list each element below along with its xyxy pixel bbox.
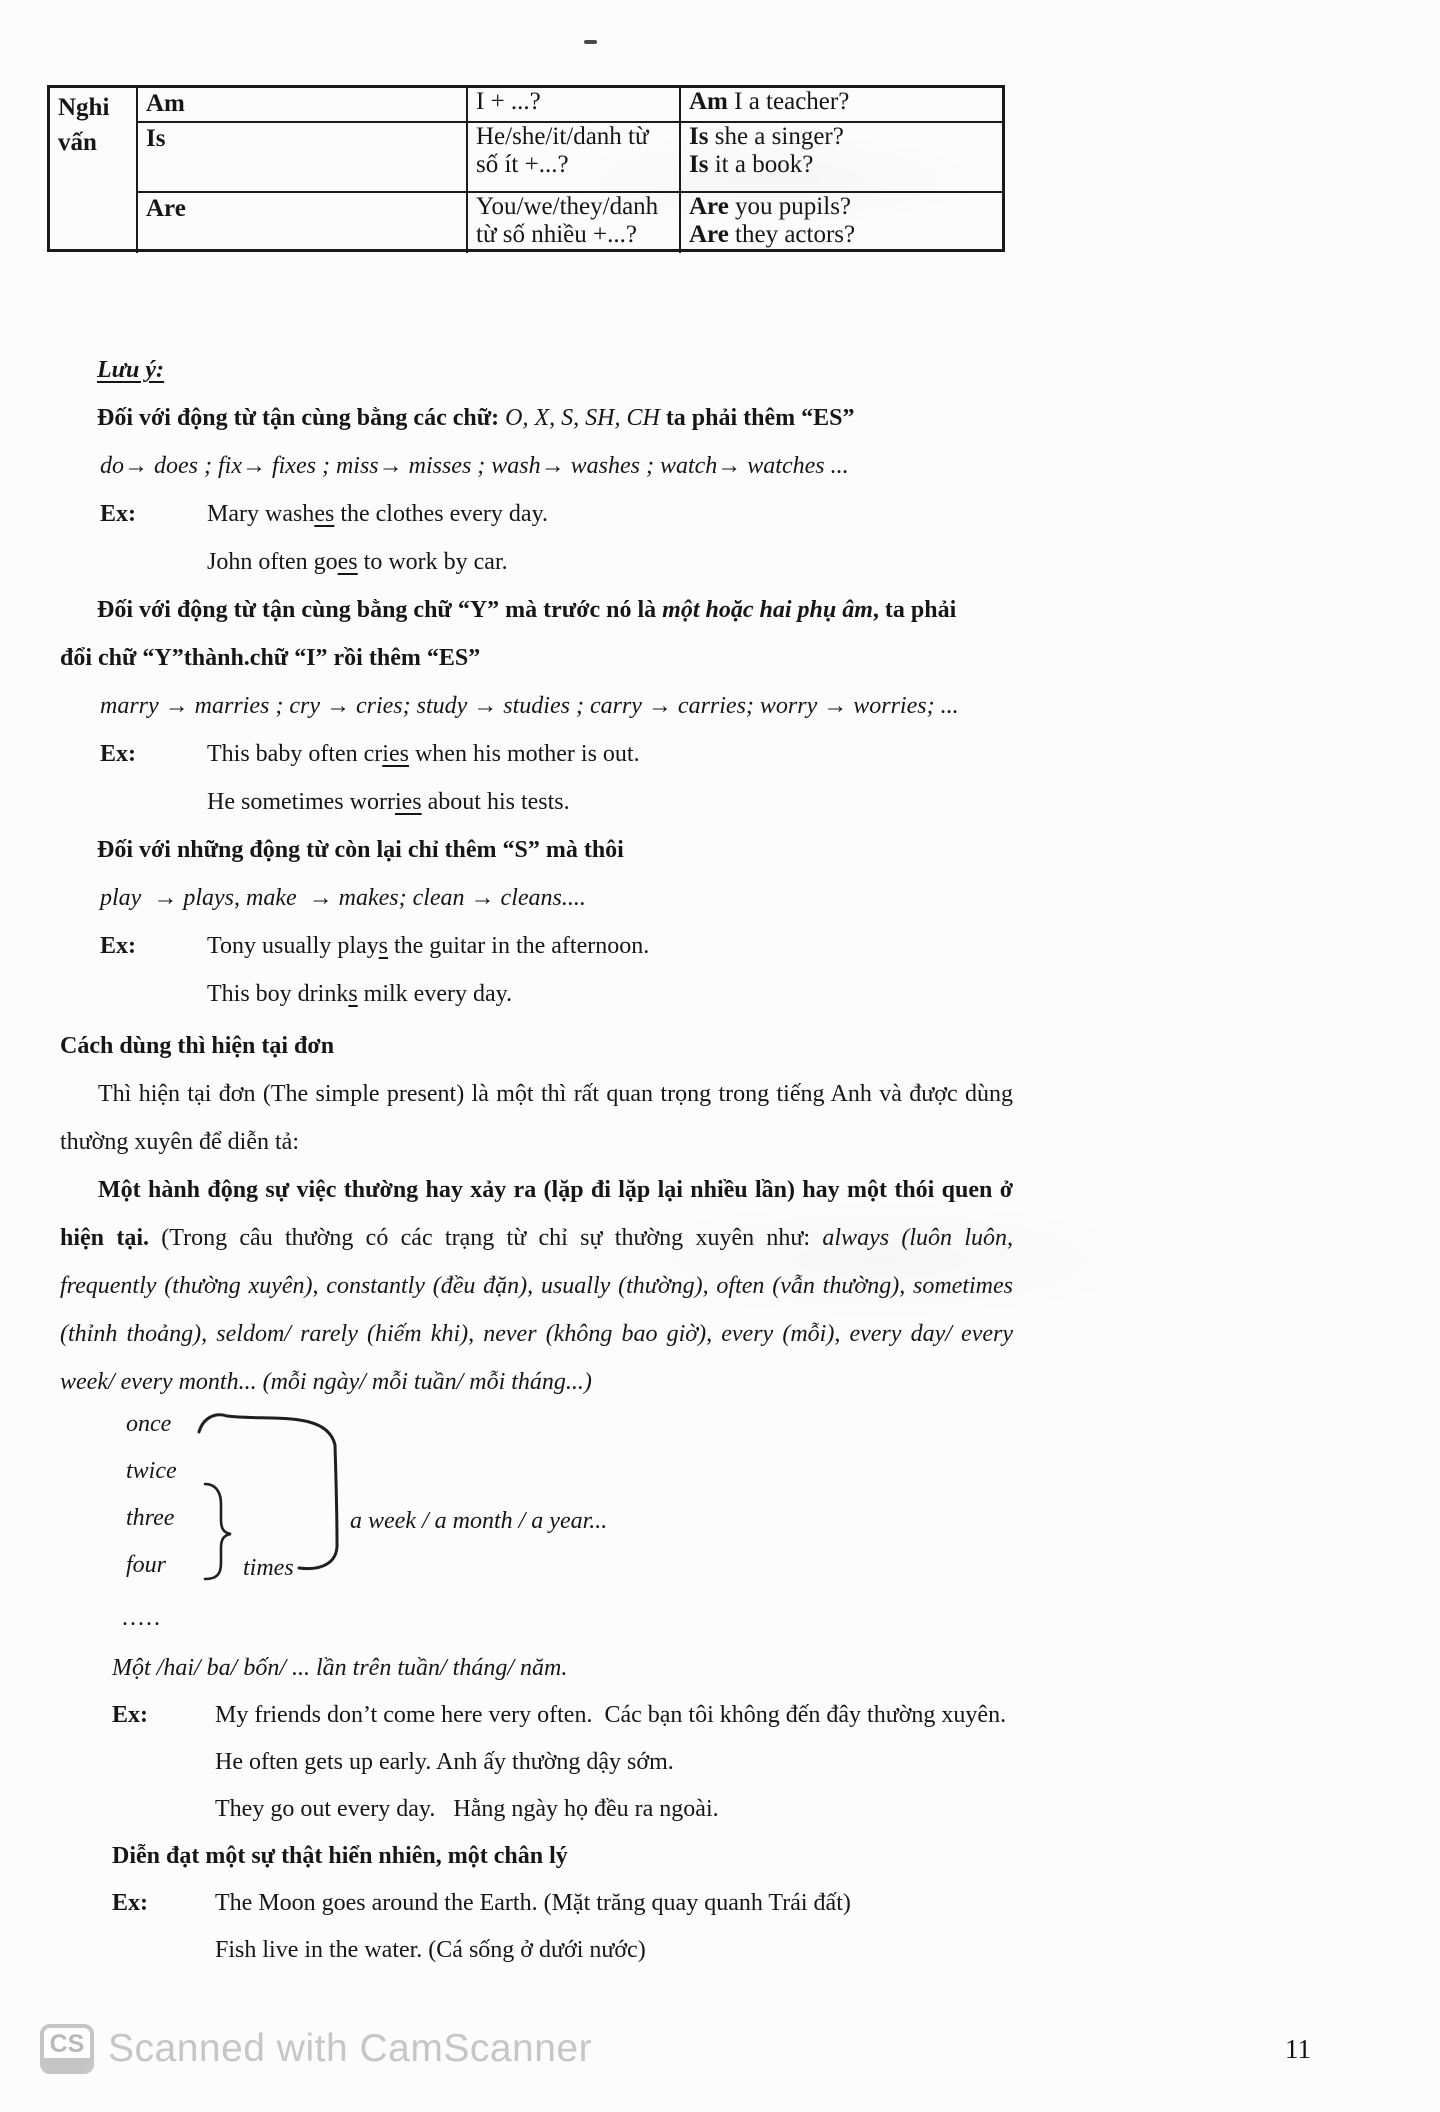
table-cell-form: Am bbox=[136, 88, 466, 121]
example-row bbox=[60, 970, 1060, 1018]
table-cell-pattern bbox=[466, 88, 679, 121]
usage-paragraph bbox=[60, 1166, 1013, 1406]
example-text bbox=[207, 970, 512, 1018]
rule-line bbox=[60, 634, 1060, 682]
example-line bbox=[689, 151, 994, 179]
verb-forms-line bbox=[60, 874, 1060, 922]
text-segment: always (luôn luôn, frequently (thường xuyên), constantly (đều đặn), usually (thường), often (vẫn thường), sometimes (thỉnh thoảng), seldom/ rarely (hiếm khi), never (không bao giờ), every (mỗi), every day/ every week/ every month... (mỗi ngày/ mỗi tuần/ mỗi tháng...) bbox=[60, 1225, 1013, 1395]
period-phrase: a week / a month / a year... bbox=[350, 1508, 608, 1534]
text-segment: Lưu ý: bbox=[97, 357, 165, 383]
text-segment: ies bbox=[382, 741, 409, 767]
example-label bbox=[100, 538, 207, 586]
notes-section bbox=[60, 346, 1060, 1018]
rule-line bbox=[60, 826, 1060, 874]
text-segment: Một hành động sự việc thường hay xảy ra (lặp đi lặp lại nhiều lần) hay một thói quen ở hiện tại. bbox=[60, 1177, 1013, 1251]
text-segment: Diễn đạt một sự thật hiển nhiên, một chân lý bbox=[112, 1843, 568, 1869]
text-segment: My friends don’t come here very often. Các bạn tôi không đến đây thường xuyên. bbox=[215, 1702, 1007, 1728]
table-row-header-line: Nghi bbox=[58, 94, 110, 121]
pattern-line: số ít +...? bbox=[476, 151, 569, 178]
example-text bbox=[215, 1786, 719, 1833]
text-segment: when his mother is out. bbox=[408, 741, 640, 767]
example-label bbox=[112, 1786, 215, 1833]
example-label bbox=[112, 1927, 215, 1974]
example-text bbox=[207, 730, 640, 778]
example-text bbox=[215, 1927, 646, 1974]
example-row bbox=[112, 1786, 1372, 1833]
watermark-text: Scanned with CamScanner bbox=[108, 2027, 593, 2070]
text-segment: about his tests. bbox=[421, 789, 570, 815]
section-heading: Cách dùng thì hiện tại đơn bbox=[60, 1033, 335, 1059]
text-segment: to work by car. bbox=[357, 549, 508, 575]
text-segment: Đối với động từ tận cùng bằng các chữ: bbox=[97, 405, 506, 431]
table-cell-pattern bbox=[466, 191, 679, 253]
pattern-line: từ số nhiều +...? bbox=[476, 221, 637, 248]
text-segment: đổi chữ “Y”thành.chữ “I” rồi thêm “ES” bbox=[60, 645, 481, 671]
text-segment: Một /hai/ ba/ bốn/ ... lần trên tuần/ tháng/ năm. bbox=[112, 1655, 568, 1681]
example-text bbox=[207, 778, 570, 826]
text-segment: Are bbox=[689, 221, 729, 248]
frequency-word: twice bbox=[126, 1458, 177, 1484]
usage-paragraph bbox=[60, 1070, 1013, 1166]
pattern-line: He/she/it/danh từ bbox=[476, 123, 649, 150]
table-cell-form: Are bbox=[136, 191, 466, 253]
translation-line bbox=[112, 1645, 1372, 1692]
text-segment: Are bbox=[689, 193, 729, 220]
text-segment: milk every day. bbox=[357, 981, 513, 1007]
text-segment: do→ does ; fix→ fixes ; miss→ misses ; wash→ washes ; watch→ watches ... bbox=[100, 453, 849, 479]
pattern-line: I + ...? bbox=[476, 88, 541, 115]
frequency-word: three bbox=[126, 1505, 175, 1531]
example-label bbox=[112, 1739, 215, 1786]
text-segment: s bbox=[348, 981, 358, 1007]
text-segment: es bbox=[314, 501, 335, 527]
table-row-header-line: vấn bbox=[58, 129, 97, 156]
example-row bbox=[60, 730, 1060, 778]
text-segment: the clothes every day. bbox=[334, 501, 549, 527]
example-text bbox=[207, 538, 508, 586]
rule-line bbox=[60, 394, 1060, 442]
text-segment: Mary wash bbox=[207, 501, 315, 527]
text-segment: O, X, S, SH, CH bbox=[505, 405, 660, 431]
text-segment: you pupils? bbox=[728, 193, 852, 220]
text-segment: Is bbox=[689, 123, 709, 150]
table-cell-example bbox=[679, 121, 1002, 191]
usage-section bbox=[60, 1022, 1013, 1406]
frequency-word: once bbox=[126, 1411, 172, 1437]
example-text bbox=[215, 1880, 851, 1927]
frequency-diagram bbox=[0, 1405, 760, 1645]
text-segment: (Trong câu thường có các trạng từ chỉ sự thường xuyên như: bbox=[161, 1225, 823, 1251]
text-segment: Đối với động từ tận cùng bằng chữ “Y” mà trước nó là bbox=[97, 597, 663, 623]
example-label bbox=[100, 778, 207, 826]
camscanner-watermark bbox=[40, 2024, 592, 2074]
ellipsis-dots: ..... bbox=[122, 1605, 162, 1631]
example-row bbox=[112, 1692, 1372, 1739]
table-row-header bbox=[50, 88, 136, 253]
text-segment: the guitar in the afternoon. bbox=[387, 933, 650, 959]
example-line bbox=[689, 123, 994, 151]
camscanner-logo-icon bbox=[40, 2024, 94, 2074]
example-label: Ex: bbox=[112, 1702, 148, 1728]
note-heading bbox=[60, 346, 1060, 394]
example-text bbox=[215, 1692, 1006, 1739]
example-label: Ex: bbox=[112, 1890, 148, 1916]
example-label: Ex: bbox=[100, 741, 136, 767]
text-segment: Is bbox=[689, 151, 709, 178]
rule-line bbox=[60, 586, 1060, 634]
example-row bbox=[60, 922, 1060, 970]
text-segment: Đối với những động từ còn lại chỉ thêm “S” mà thôi bbox=[97, 837, 624, 863]
text-segment: This boy drink bbox=[207, 981, 349, 1007]
text-segment: es bbox=[337, 549, 358, 575]
verb-forms-line bbox=[60, 442, 1060, 490]
text-segment: , ta phải bbox=[872, 597, 957, 623]
camscanner-logo-text: CS bbox=[49, 2030, 85, 2058]
text-segment: Tony usually play bbox=[207, 933, 379, 959]
text-segment: The Moon goes around the Earth. (Mặt trăng quay quanh Trái đất) bbox=[215, 1890, 851, 1916]
scan-artifact-dash bbox=[584, 40, 597, 44]
example-row bbox=[60, 490, 1060, 538]
text-segment: ies bbox=[394, 789, 422, 815]
examples-section bbox=[112, 1645, 1372, 1974]
example-row bbox=[60, 538, 1060, 586]
text-segment: marry → marries ; cry → cries; study → studies ; carry → carries; worry → worries; ... bbox=[100, 693, 959, 719]
example-line bbox=[689, 221, 994, 249]
table-cell-example bbox=[679, 88, 1002, 121]
text-segment: Am bbox=[689, 88, 728, 115]
text-segment: He often gets up early. Anh ấy thường dậy sớm. bbox=[215, 1749, 674, 1775]
text-segment: it a book? bbox=[708, 151, 814, 178]
text-segment: He sometimes worr bbox=[207, 789, 395, 815]
times-label: times bbox=[243, 1555, 294, 1581]
example-row bbox=[112, 1880, 1372, 1927]
text-segment: Thì hiện tại đơn (The simple present) là một thì rất quan trọng trong tiếng Anh và được dùng thường xuyên để diễn tả: bbox=[60, 1081, 1013, 1155]
table-cell-form: Is bbox=[136, 121, 466, 191]
example-row bbox=[112, 1739, 1372, 1786]
example-text bbox=[207, 922, 649, 970]
text-segment: ta phải thêm “ES” bbox=[659, 405, 855, 431]
text-segment: Fish live in the water. (Cá sống ở dưới nước) bbox=[215, 1937, 646, 1963]
example-label: Ex: bbox=[100, 933, 136, 959]
example-text bbox=[215, 1739, 674, 1786]
text-segment: They go out every day. Hằng ngày họ đều ra ngoài. bbox=[215, 1796, 719, 1822]
text-segment: một hoặc hai phụ âm bbox=[662, 597, 873, 623]
text-segment: she a singer? bbox=[708, 123, 844, 150]
rule-line bbox=[112, 1833, 1372, 1880]
grammar-table bbox=[47, 85, 1005, 252]
example-row bbox=[112, 1927, 1372, 1974]
page-number: 11 bbox=[1285, 2034, 1311, 2064]
example-line bbox=[689, 193, 994, 221]
example-label: Ex: bbox=[100, 501, 136, 527]
example-label bbox=[100, 970, 207, 1018]
text-segment: This baby often cr bbox=[207, 741, 383, 767]
text-segment: they actors? bbox=[728, 221, 856, 248]
frequency-word: four bbox=[126, 1552, 167, 1578]
example-line bbox=[689, 88, 994, 116]
example-row bbox=[60, 778, 1060, 826]
text-segment: s bbox=[378, 933, 388, 959]
table-cell-example bbox=[679, 191, 1002, 253]
camscanner-logo-bar bbox=[44, 2058, 90, 2070]
text-segment: play → plays, make → makes; clean → cleans.... bbox=[100, 885, 586, 911]
example-text bbox=[207, 490, 548, 538]
verb-forms-line bbox=[60, 682, 1060, 730]
table-cell-pattern bbox=[466, 121, 679, 191]
curly-brace-icon bbox=[205, 1484, 231, 1579]
text-segment: John often go bbox=[207, 549, 338, 575]
text-segment: I a teacher? bbox=[727, 88, 850, 115]
pattern-line: You/we/they/danh bbox=[476, 193, 659, 220]
